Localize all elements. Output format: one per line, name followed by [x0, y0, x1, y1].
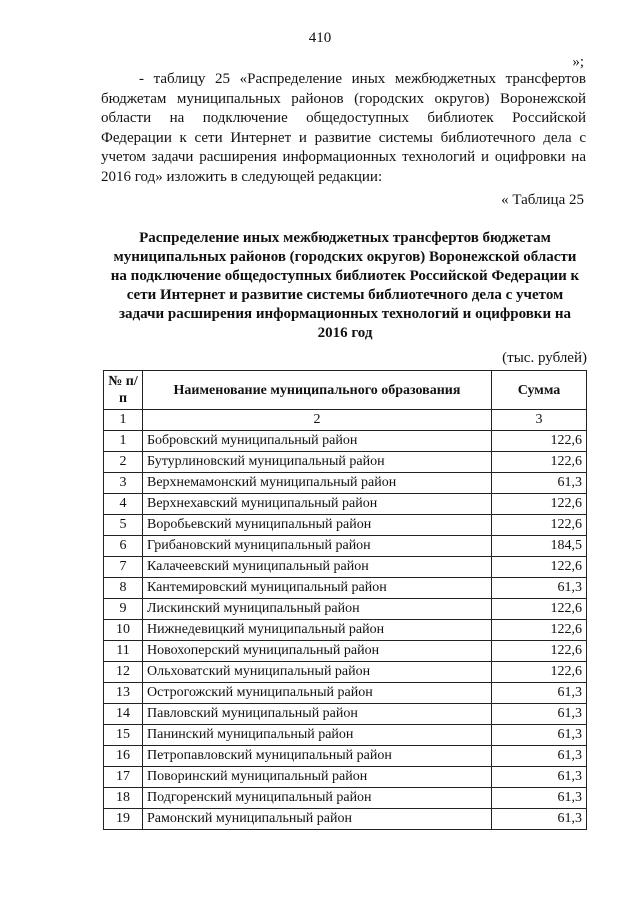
row-number: 19	[104, 809, 143, 830]
row-number: 9	[104, 599, 143, 620]
amount: 122,6	[492, 641, 587, 662]
header-name: Наименование муниципального образования	[143, 371, 492, 410]
row-number: 11	[104, 641, 143, 662]
amount: 61,3	[492, 704, 587, 725]
amount: 122,6	[492, 515, 587, 536]
row-number: 13	[104, 683, 143, 704]
row-number: 16	[104, 746, 143, 767]
municipality-name: Бобровский муниципальный район	[143, 431, 492, 452]
municipality-name: Лискинский муниципальный район	[143, 599, 492, 620]
row-number: 15	[104, 725, 143, 746]
row-number: 8	[104, 578, 143, 599]
table-row	[104, 599, 587, 620]
amount: 61,3	[492, 767, 587, 788]
row-number: 3	[104, 473, 143, 494]
table-caption: « Таблица 25	[501, 192, 584, 208]
closing-quote: »;	[572, 54, 584, 70]
row-number: 2	[104, 452, 143, 473]
amount: 61,3	[492, 746, 587, 767]
table-row	[104, 578, 587, 599]
row-number: 12	[104, 662, 143, 683]
table-row	[104, 704, 587, 725]
header-sum: Сумма	[492, 371, 587, 410]
municipality-name: Петропавловский муниципальный район	[143, 746, 492, 767]
table-row	[104, 767, 587, 788]
table-row	[104, 557, 587, 578]
row-number: 14	[104, 704, 143, 725]
row-number: 5	[104, 515, 143, 536]
municipality-name: Бутурлиновский муниципальный район	[143, 452, 492, 473]
row-number: 4	[104, 494, 143, 515]
amount: 61,3	[492, 683, 587, 704]
amount: 61,3	[492, 788, 587, 809]
table-row	[104, 515, 587, 536]
amount: 184,5	[492, 536, 587, 557]
municipality-name: Павловский муниципальный район	[143, 704, 492, 725]
municipality-name: Панинский муниципальный район	[143, 725, 492, 746]
table-row	[104, 536, 587, 557]
row-number: 6	[104, 536, 143, 557]
amount: 122,6	[492, 452, 587, 473]
municipality-name: Подгоренский муниципальный район	[143, 788, 492, 809]
amount: 122,6	[492, 662, 587, 683]
table-row	[104, 809, 587, 830]
municipality-name: Воробьевский муниципальный район	[143, 515, 492, 536]
intro-paragraph: - таблицу 25 «Распределение иных межбюджетных трансфертов бюджетам муниципальных районов (городских округов) Воронежской области на подключение общедоступных библиотек Российской Федерации к сети Интернет и развитие системы библиотечного дела с учетом задачи расширения информационных технологий и оцифровки на 2016 год» изложить в следующей редакции:	[101, 71, 586, 185]
amount: 61,3	[492, 473, 587, 494]
table-row	[104, 620, 587, 641]
table-row	[104, 494, 587, 515]
table-row	[104, 746, 587, 767]
index-cell: 2	[143, 410, 492, 431]
table-row	[104, 683, 587, 704]
municipality-name: Верхнемамонский муниципальный район	[143, 473, 492, 494]
table-row	[104, 662, 587, 683]
table-header-row	[104, 371, 587, 410]
municipality-name: Кантемировский муниципальный район	[143, 578, 492, 599]
units-label: (тыс. рублей)	[502, 350, 587, 366]
municipality-name: Нижнедевицкий муниципальный район	[143, 620, 492, 641]
row-number: 18	[104, 788, 143, 809]
table-title: Распределение иных межбюджетных трансфертов бюджетам муниципальных районов (городских округов) Воронежской области на подключение общедоступных библиотек Российской Федерации к сети Интернет и развитие системы библиотечного дела с учетом задачи расширения информационных технологий и оцифровки на 2016 год	[110, 230, 580, 341]
amount: 122,6	[492, 599, 587, 620]
amount: 122,6	[492, 494, 587, 515]
index-cell: 3	[492, 410, 587, 431]
row-number: 1	[104, 431, 143, 452]
distribution-table	[103, 370, 587, 830]
table-row	[104, 725, 587, 746]
page-number: 410	[308, 30, 332, 46]
table-row	[104, 431, 587, 452]
municipality-name: Поворинский муниципальный район	[143, 767, 492, 788]
amount: 61,3	[492, 578, 587, 599]
amount: 122,6	[492, 620, 587, 641]
amount: 61,3	[492, 809, 587, 830]
table-row	[104, 641, 587, 662]
table-row	[104, 473, 587, 494]
municipality-name: Рамонский муниципальный район	[143, 809, 492, 830]
amount: 122,6	[492, 557, 587, 578]
municipality-name: Калачеевский муниципальный район	[143, 557, 492, 578]
municipality-name: Новохоперский муниципальный район	[143, 641, 492, 662]
municipality-name: Острогожский муниципальный район	[143, 683, 492, 704]
municipality-name: Верхнехавский муниципальный район	[143, 494, 492, 515]
row-number: 7	[104, 557, 143, 578]
header-num: № п/п	[104, 371, 143, 410]
municipality-name: Ольховатский муниципальный район	[143, 662, 492, 683]
table-row	[104, 452, 587, 473]
index-cell: 1	[104, 410, 143, 431]
table-row	[104, 788, 587, 809]
municipality-name: Грибановский муниципальный район	[143, 536, 492, 557]
column-index-row	[104, 410, 587, 431]
row-number: 17	[104, 767, 143, 788]
amount: 122,6	[492, 431, 587, 452]
amount: 61,3	[492, 725, 587, 746]
row-number: 10	[104, 620, 143, 641]
